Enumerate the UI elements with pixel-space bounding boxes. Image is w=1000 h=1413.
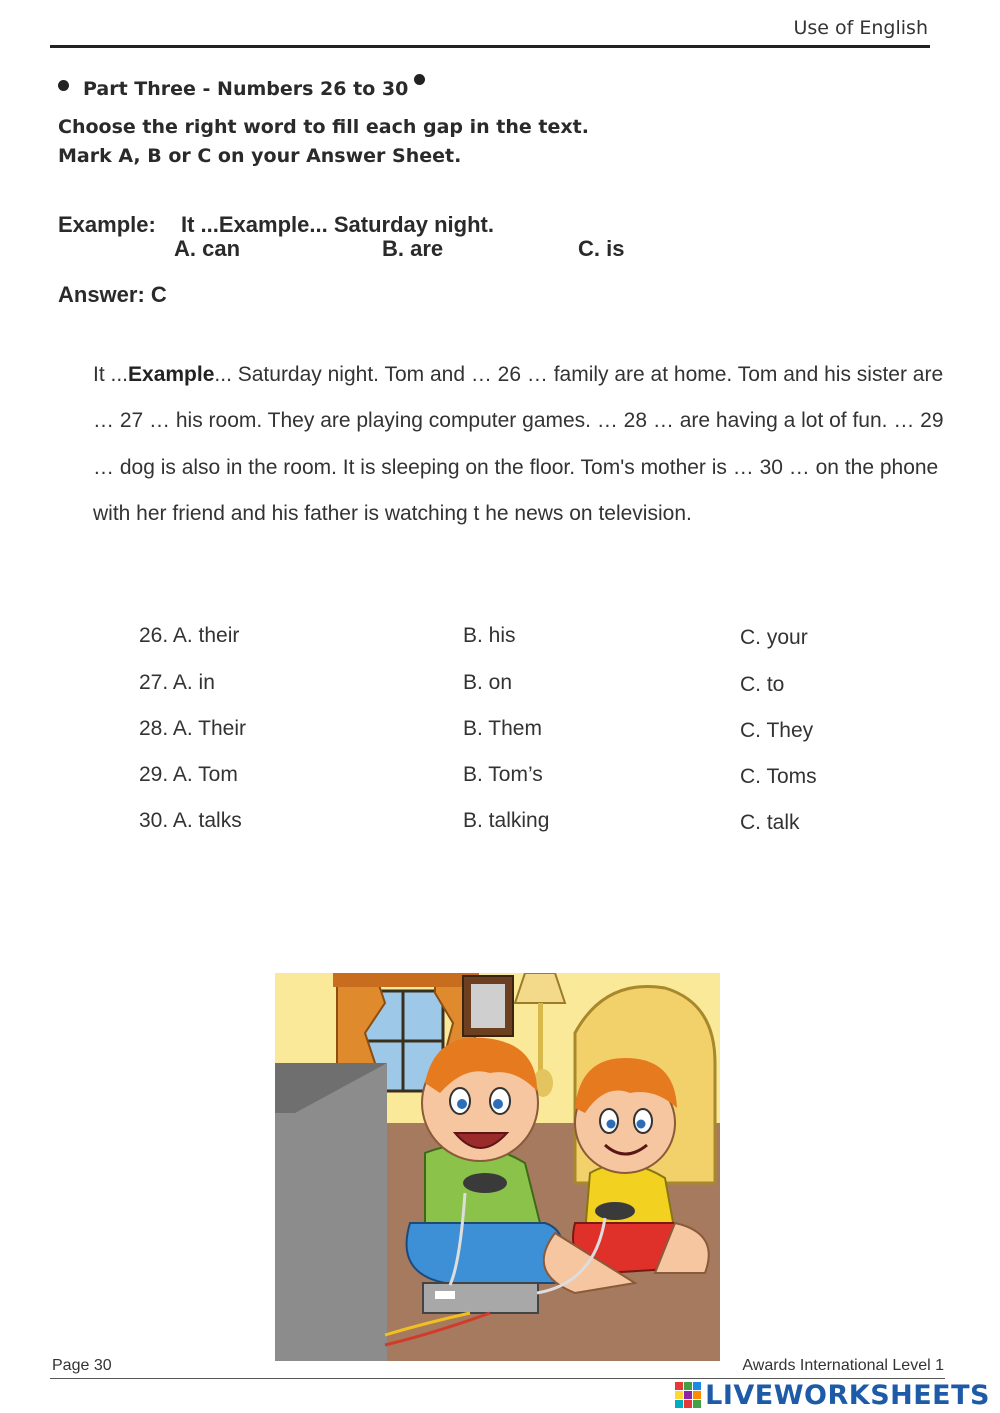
question-27-option-a[interactable]: 27. A. in xyxy=(139,671,215,694)
question-26-option-b[interactable]: B. his xyxy=(463,624,516,647)
brand-name: LIVEWORKSHEETS xyxy=(705,1379,990,1411)
liveworksheets-logo xyxy=(675,1378,990,1412)
passage-body: ... Saturday night. Tom and … 26 … family are at home. Tom and his sister are … 27 … his room. They are playing computer games. … 28 … are having a lot of fun. … 29 … dog is also in the room. It is sleeping on the floor. Tom's mother is … 30 … on the phone with her friend and his father is watching t he news on television. xyxy=(93,363,944,525)
part-heading-text: Part Three - Numbers 26 to 30 xyxy=(83,78,409,100)
footer-level: Awards International Level 1 xyxy=(742,1357,944,1374)
logo-grid-icon xyxy=(675,1382,701,1408)
example-option-a: A. can xyxy=(174,236,241,261)
question-28-option-c[interactable]: C. They xyxy=(740,719,814,742)
question-29-option-c[interactable]: C. Toms xyxy=(740,765,817,788)
bullet-icon xyxy=(58,80,69,91)
passage-example-word: Example xyxy=(128,363,215,386)
example-option-b: B. are xyxy=(382,236,444,261)
question-30-option-b[interactable]: B. talking xyxy=(463,809,550,832)
instruction-line-2: Mark A, B or C on your Answer Sheet. xyxy=(58,145,462,167)
question-28-option-b[interactable]: B. Them xyxy=(463,717,542,740)
question-29-option-a[interactable]: 29. A. Tom xyxy=(139,763,238,786)
question-30-option-c[interactable]: C. talk xyxy=(740,811,800,834)
header-title: Use of English xyxy=(793,17,928,39)
question-27-option-b[interactable]: B. on xyxy=(463,671,513,694)
passage-text xyxy=(93,352,953,537)
example-label: Example: xyxy=(58,212,156,237)
passage-pre: It ... xyxy=(93,363,129,386)
bullet-icon xyxy=(414,74,425,85)
question-26-option-c[interactable]: C. your xyxy=(740,626,808,649)
question-26-option-a[interactable]: 26. A. their xyxy=(139,624,240,647)
example-option-c: C. is xyxy=(578,236,625,261)
question-28-option-a[interactable]: 28. A. Their xyxy=(139,717,247,740)
part-heading xyxy=(58,74,425,100)
illustration-kids-playing-games xyxy=(275,973,720,1361)
example-sentence: It ...Example... Saturday night. xyxy=(181,212,494,237)
header-rule xyxy=(50,45,930,48)
question-30-option-a[interactable]: 30. A. talks xyxy=(139,809,242,832)
footer-page-number: Page 30 xyxy=(52,1357,112,1374)
question-27-option-c[interactable]: C. to xyxy=(740,673,785,696)
question-29-option-b[interactable]: B. Tom’s xyxy=(463,763,543,786)
instruction-line-1: Choose the right word to fill each gap in the text. xyxy=(58,116,589,138)
example-answer: Answer: C xyxy=(58,282,167,307)
